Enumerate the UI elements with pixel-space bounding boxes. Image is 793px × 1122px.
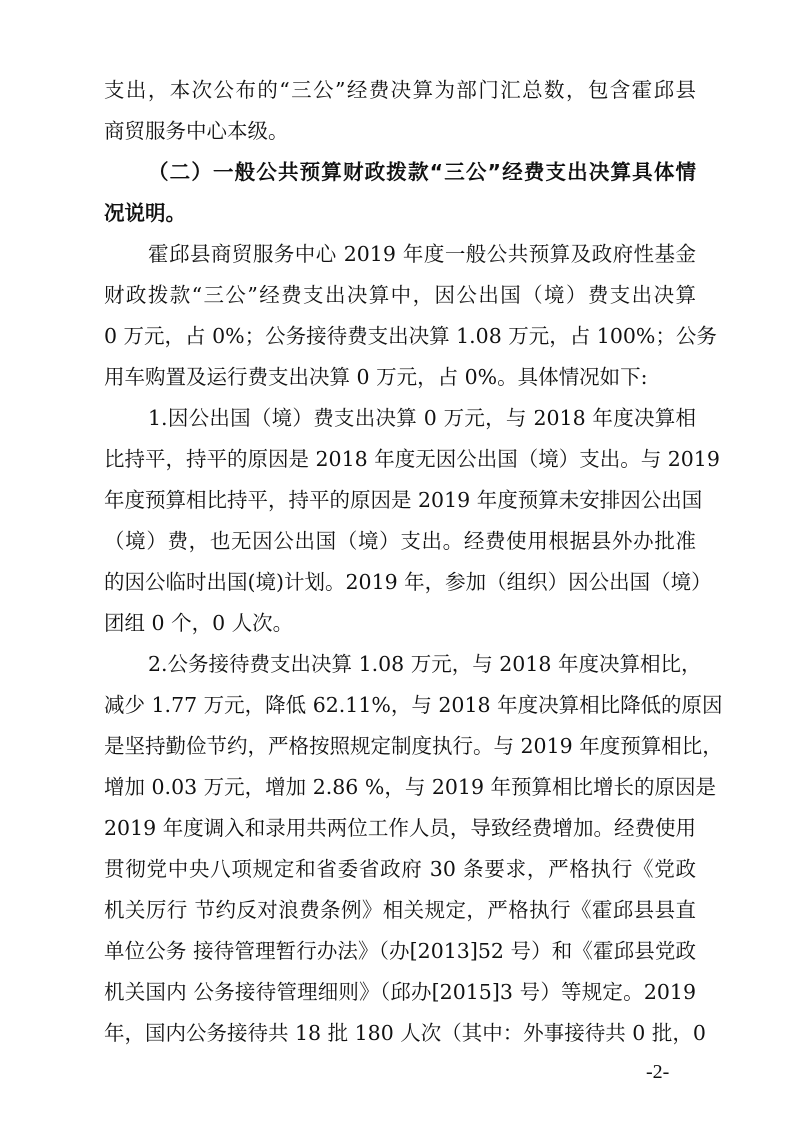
paragraph-line: 2.公务接待费支出决算 1.08 万元，与 2018 年度决算相比， bbox=[148, 652, 702, 676]
paragraph-line: 霍邱县商贸服务中心 2019 年度一般公共预算及政府性基金 bbox=[148, 242, 696, 266]
paragraph-line: 的因公临时出国(境)计划。2019 年，参加（组织）因公出国（境） bbox=[104, 570, 712, 594]
paragraph-line: 比持平，持平的原因是 2018 年度无因公出国（境）支出。与 2019 bbox=[104, 447, 720, 471]
paragraph-line: 增加 0.03 万元，增加 2.86 %，与 2019 年预算相比增长的原因是 bbox=[104, 775, 717, 799]
paragraph-line: 机关厉行 节约反对浪费条例》相关规定，严格执行《霍邱县县直 bbox=[104, 898, 696, 922]
paragraph-line: 机关国内 公务接待管理细则》（邱办[2015]3 号）等规定。2019 bbox=[104, 980, 696, 1004]
paragraph-line: 1.因公出国（境）费支出决算 0 万元，与 2018 年度决算相 bbox=[148, 406, 696, 430]
paragraph-line: 年，国内公务接待共 18 批 180 人次（其中：外事接待共 0 批，0 bbox=[104, 1021, 706, 1045]
text-line: 支出，本次公布的“三公”经费决算为部门汇总数，包含霍邱县 bbox=[104, 78, 696, 102]
paragraph-line: 2019 年度调入和录用共两位工作人员，导致经费增加。经费使用 bbox=[104, 816, 696, 840]
paragraph-line: 团组 0 个，0 人次。 bbox=[104, 611, 294, 635]
paragraph-line: 财政拨款“三公”经费支出决算中，因公出国（境）费支出决算 bbox=[104, 283, 696, 307]
paragraph-line: 贯彻党中央八项规定和省委省政府 30 条要求，严格执行《党政 bbox=[104, 857, 696, 881]
paragraph-line: 是坚持勤俭节约，严格按照规定制度执行。与 2019 年度预算相比， bbox=[104, 734, 723, 758]
paragraph-line: 减少 1.77 万元，降低 62.11%，与 2018 年度决算相比降低的原因 bbox=[104, 693, 723, 717]
section-heading: （二）一般公共预算财政拨款“三公”经费支出决算具体情 bbox=[148, 160, 696, 184]
page-number: -2- bbox=[646, 1061, 670, 1083]
text-line: 商贸服务中心本级。 bbox=[104, 119, 289, 143]
section-heading: 况说明。 bbox=[104, 201, 186, 225]
paragraph-line: 用车购置及运行费支出决算 0 万元，占 0%。具体情况如下: bbox=[104, 365, 648, 389]
paragraph-line: （境）费，也无因公出国（境）支出。经费使用根据县外办批准 bbox=[104, 529, 696, 553]
paragraph-line: 0 万元，占 0%；公务接待费支出决算 1.08 万元，占 100%；公务 bbox=[104, 324, 717, 348]
paragraph-line: 年度预算相比持平，持平的原因是 2019 年度预算未安排因公出国 bbox=[104, 488, 703, 512]
paragraph-line: 单位公务 接待管理暂行办法》（办[2013]52 号）和《霍邱县党政 bbox=[104, 939, 696, 963]
